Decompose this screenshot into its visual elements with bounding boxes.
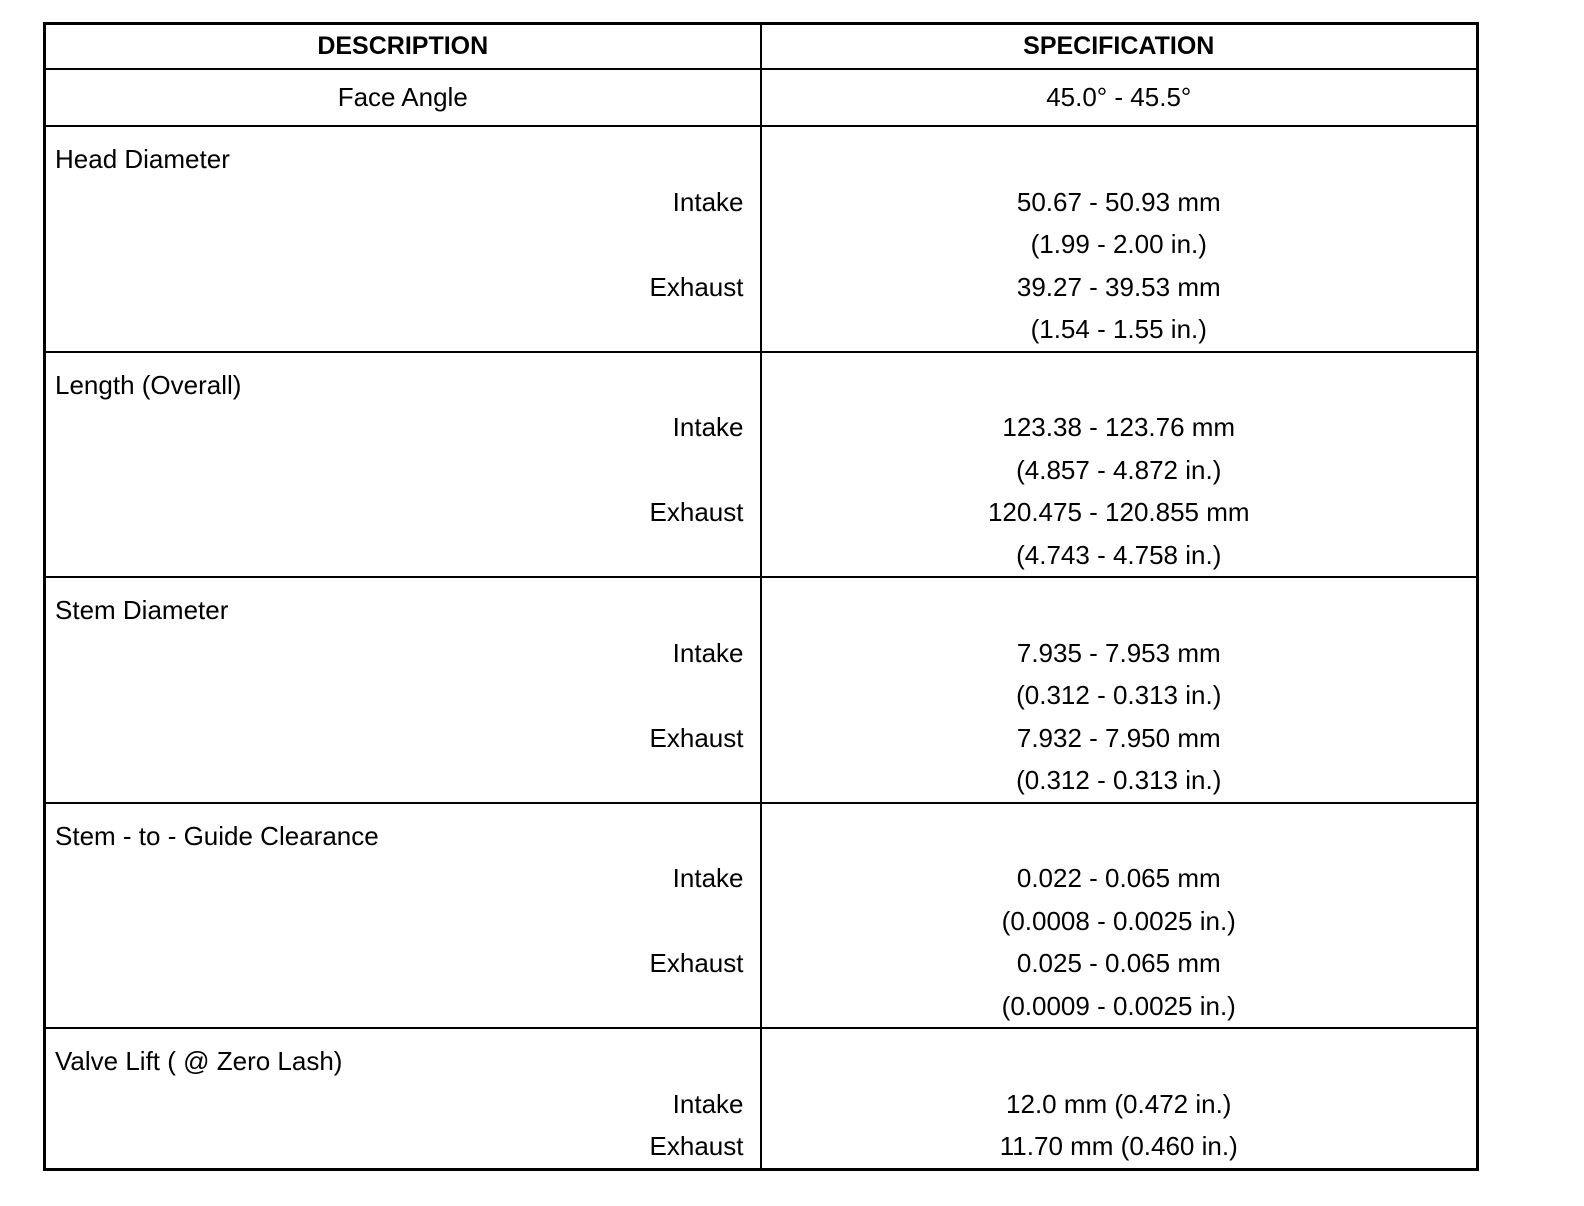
stem-to-guide-clearance-row xyxy=(45,803,1478,1029)
face-angle-row xyxy=(45,69,1478,126)
exhaust-metric-value: 0.025 - 0.065 mm xyxy=(1016,948,1221,978)
exhaust-value: 11.70 mm (0.460 in.) xyxy=(999,1131,1238,1161)
header-row xyxy=(45,24,1478,70)
category-title: Valve Lift ( @ Zero Lash) xyxy=(55,1046,343,1076)
specification-cell xyxy=(761,1028,1478,1169)
category-title: Stem - to - Guide Clearance xyxy=(55,820,379,851)
exhaust-metric-value: 120.475 - 120.855 mm xyxy=(987,497,1250,527)
exhaust-label: Exhaust xyxy=(649,497,744,527)
exhaust-label: Exhaust xyxy=(649,271,744,302)
exhaust-metric-value: 39.27 - 39.53 mm xyxy=(1016,271,1221,302)
intake-label: Intake xyxy=(672,637,744,668)
intake-value: 12.0 mm (0.472 in.) xyxy=(1006,1088,1232,1119)
category-title: Length (Overall) xyxy=(55,369,242,400)
exhaust-label: Exhaust xyxy=(649,948,744,978)
head-diameter-row xyxy=(45,126,1478,352)
intake-metric-value: 50.67 - 50.93 mm xyxy=(1016,186,1221,217)
exhaust-metric-value: 7.932 - 7.950 mm xyxy=(1016,722,1221,753)
intake-metric-value: 123.38 - 123.76 mm xyxy=(1002,412,1236,442)
exhaust-imperial-value: (4.743 - 4.758 in.) xyxy=(1016,539,1222,570)
stem-diameter-row xyxy=(45,577,1478,803)
intake-imperial-value: (0.0008 - 0.0025 in.) xyxy=(1001,905,1236,936)
intake-label: Intake xyxy=(672,186,744,217)
intake-label: Intake xyxy=(672,863,744,893)
specification-cell xyxy=(761,803,1478,1029)
category-title: Head Diameter xyxy=(55,144,230,174)
valve-spec-table xyxy=(43,22,1479,1171)
description-cell xyxy=(45,577,761,803)
description-cell xyxy=(45,1028,761,1169)
intake-metric-value: 0.022 - 0.065 mm xyxy=(1016,863,1221,893)
description-cell xyxy=(45,803,761,1029)
specification-cell xyxy=(761,577,1478,803)
specification-cell xyxy=(761,352,1478,578)
exhaust-imperial-value: (0.0009 - 0.0025 in.) xyxy=(1001,990,1236,1021)
intake-label: Intake xyxy=(672,412,744,442)
intake-metric-value: 7.935 - 7.953 mm xyxy=(1016,637,1221,668)
face-angle-label: Face Angle xyxy=(45,69,761,126)
description-cell xyxy=(45,126,761,352)
exhaust-label: Exhaust xyxy=(649,722,744,753)
specification-cell xyxy=(761,126,1478,352)
length-overall-row xyxy=(45,352,1478,578)
exhaust-label: Exhaust xyxy=(649,1131,744,1161)
description-header: DESCRIPTION xyxy=(45,24,761,70)
description-cell xyxy=(45,352,761,578)
intake-label: Intake xyxy=(672,1088,744,1119)
specification-header: SPECIFICATION xyxy=(761,24,1478,70)
valve-lift-row xyxy=(45,1028,1478,1169)
exhaust-imperial-value: (1.54 - 1.55 in.) xyxy=(1030,314,1207,344)
intake-imperial-value: (4.857 - 4.872 in.) xyxy=(1016,454,1222,485)
category-title: Stem Diameter xyxy=(55,595,229,625)
intake-imperial-value: (1.99 - 2.00 in.) xyxy=(1030,229,1207,259)
intake-imperial-value: (0.312 - 0.313 in.) xyxy=(1016,680,1222,710)
exhaust-imperial-value: (0.312 - 0.313 in.) xyxy=(1016,765,1222,795)
face-angle-value: 45.0° - 45.5° xyxy=(761,69,1478,126)
